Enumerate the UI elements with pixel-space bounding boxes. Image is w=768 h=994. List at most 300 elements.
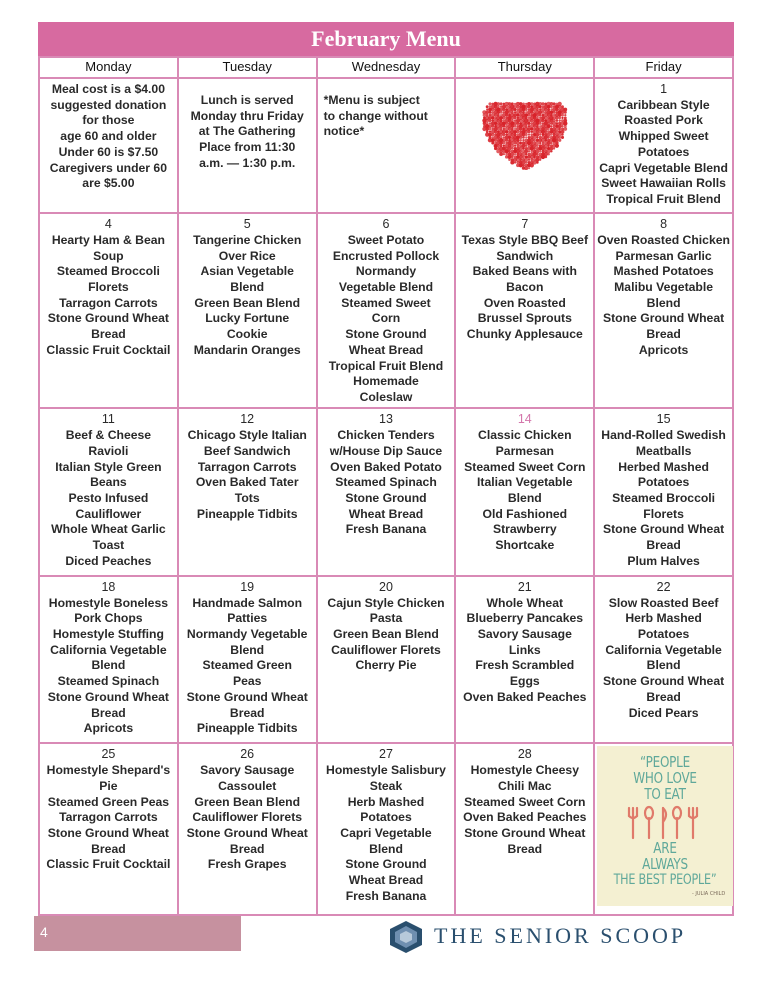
- note-line: Caregivers under 60: [49, 160, 167, 175]
- heart-dot: [524, 166, 528, 170]
- menu-item: Slow Roasted Beef: [608, 595, 719, 610]
- menu-item: w/House Dip Sauce: [329, 443, 443, 458]
- heart-dot: [560, 130, 564, 134]
- menu-item: Apricots: [83, 721, 134, 736]
- menu-item: Blend: [646, 295, 681, 310]
- heart-dot: [510, 125, 514, 129]
- meal-cost-note: [39, 78, 178, 213]
- heart-dot: [525, 133, 528, 136]
- heart-dot: [496, 119, 500, 123]
- menu-item: Peas: [232, 674, 262, 689]
- menu-item: Mashed Potatoes: [613, 264, 714, 279]
- heart-dot: [550, 142, 552, 144]
- heart-dot: [533, 125, 536, 128]
- menu-item: California Vegetable: [50, 642, 167, 657]
- heart-dot: [527, 105, 530, 108]
- heart-dot: [533, 108, 536, 111]
- menu-item: Beans: [90, 475, 127, 490]
- heart-dot: [525, 103, 527, 105]
- note-line: Place from 11:30: [199, 140, 296, 155]
- heart-dot: [555, 139, 558, 142]
- menu-item: Oven Baked Peaches: [463, 810, 587, 825]
- heart-dot: [555, 117, 558, 120]
- note-line: at The Gathering: [198, 124, 296, 139]
- heart-dot: [544, 139, 547, 142]
- menu-item: Capri Vegetable Blend: [599, 160, 728, 175]
- menu-item: Chicago Style Italian: [187, 428, 307, 443]
- heart-dot: [558, 139, 561, 142]
- day-cell: [178, 408, 317, 576]
- menu-item: Homestyle Shepard's: [46, 763, 171, 778]
- heart-dot: [541, 119, 544, 122]
- menu-item: Potatoes: [637, 475, 690, 490]
- heart-dot: [488, 103, 491, 106]
- heart-dot: [522, 139, 524, 141]
- menu-item: Pork Chops: [74, 611, 143, 626]
- note-line: a.m. — 1:30 p.m.: [199, 155, 296, 170]
- menu-item: Cauliflower Florets: [192, 810, 303, 825]
- menu-item: Blend: [230, 280, 265, 295]
- day-number: 21: [517, 579, 532, 594]
- menu-item: Classic Chicken: [478, 428, 572, 443]
- heart-dot: [516, 122, 519, 125]
- menu-item: Steamed Sweet: [341, 295, 431, 310]
- heart-dot: [508, 111, 511, 114]
- heart-dot: [533, 147, 536, 150]
- heart-dot: [499, 152, 503, 156]
- menu-item: Stone Ground: [345, 327, 427, 342]
- day-number: 12: [240, 412, 255, 427]
- menu-item: Oven Roasted Chicken: [597, 232, 730, 247]
- heart-dot: [519, 159, 522, 162]
- day-number: 18: [101, 579, 116, 594]
- heart-dot: [502, 117, 505, 120]
- quote-line: TO EAT: [644, 785, 686, 804]
- menu-item: Fresh Scrambled: [475, 658, 575, 673]
- menu-item: Tropical Fruit Blend: [328, 358, 444, 373]
- heart-dot: [555, 120, 558, 123]
- quote-line: WHO LOVE: [633, 769, 697, 788]
- heart-dot: [482, 122, 485, 125]
- heart-dot: [505, 153, 508, 156]
- heart-dot: [505, 114, 508, 117]
- heart-dot: [514, 153, 516, 155]
- heart-dot: [538, 105, 541, 108]
- heart-dot: [507, 155, 511, 159]
- menu-item: Cookie: [226, 327, 268, 342]
- heart-dot: [527, 122, 530, 125]
- header-friday: Friday: [594, 57, 733, 78]
- heart-dot: [496, 136, 499, 139]
- heart-dot: [516, 130, 519, 133]
- menu-item: Herb Mashed: [625, 611, 702, 626]
- menu-item: Pie: [99, 778, 118, 793]
- heart-dot: [533, 139, 536, 142]
- menu-item: Plum Halves: [627, 553, 700, 568]
- day-number: 1: [660, 82, 668, 96]
- day-cell: [39, 213, 178, 408]
- week-row: [39, 408, 733, 576]
- heart-dot: [496, 102, 500, 106]
- heart-dot: [528, 125, 530, 127]
- menu-item: Green Bean Blend: [194, 295, 301, 310]
- heart-dot: [503, 128, 505, 130]
- page-title: February Menu: [38, 22, 734, 56]
- heart-dot: [514, 162, 516, 164]
- heart-dot: [522, 136, 525, 139]
- heart-dot: [491, 117, 494, 120]
- heart-dot: [508, 136, 511, 139]
- menu-item: Pesto Infused: [68, 490, 149, 505]
- note-line: for those: [82, 113, 135, 128]
- heart-dot: [564, 114, 566, 116]
- menu-item: Bread: [91, 841, 126, 856]
- day-cell: [39, 408, 178, 576]
- heart-dot: [528, 167, 530, 169]
- menu-item: Potatoes: [637, 144, 690, 159]
- day-number: 8: [660, 217, 668, 232]
- menu-item: Italian Vegetable: [477, 475, 573, 490]
- brand-logo: [384, 918, 734, 954]
- menu-item: Steamed Green: [202, 658, 292, 673]
- menu-item: Cassoulet: [218, 778, 277, 793]
- day-number: 22: [656, 579, 671, 594]
- heart-dot: [550, 125, 552, 127]
- note-line: Lunch is served: [200, 93, 294, 107]
- menu-item: Coleslaw: [359, 389, 413, 404]
- menu-item: Homestyle Boneless: [48, 595, 168, 610]
- heart-dot: [549, 147, 553, 151]
- heart-dot: [541, 133, 544, 136]
- menu-item: Green Bean Blend: [333, 627, 439, 642]
- menu-item: Bread: [229, 705, 265, 720]
- heart-dot: [538, 122, 541, 125]
- heart-dot: [482, 114, 485, 117]
- heart-dot: [496, 111, 500, 115]
- menu-item: Normandy Vegetable: [186, 627, 308, 642]
- heart-dot: [530, 142, 533, 145]
- menu-item: Meatballs: [635, 443, 692, 458]
- heart-dot: [510, 161, 514, 165]
- day-cell: [317, 743, 456, 915]
- menu-item: Blend: [230, 642, 265, 657]
- menu-item: Oven Baked Peaches: [463, 689, 587, 704]
- heart-dot: [525, 153, 527, 155]
- menu-item: Handmade Salmon: [192, 595, 303, 610]
- menu-item: Beef & Cheese: [65, 428, 152, 443]
- menu-item: Wheat Bread: [348, 342, 424, 357]
- heart-dot: [544, 116, 547, 119]
- menu-item: Hand-Rolled Swedish: [601, 428, 726, 443]
- heart-dot: [519, 111, 522, 114]
- menu-item: Steamed Sweet Corn: [464, 459, 586, 474]
- header-tuesday: Tuesday: [178, 57, 317, 78]
- heart-dot: [502, 142, 505, 145]
- quote-poster: [597, 746, 733, 906]
- heart-dot: [513, 117, 516, 120]
- header-wednesday: Wednesday: [317, 57, 456, 78]
- menu-item: Blueberry Pancakes: [466, 611, 584, 626]
- lunch-hours-note: [178, 78, 317, 213]
- menu-item: Stone Ground: [345, 490, 427, 505]
- heart-dot: [519, 150, 522, 153]
- menu-item: Bread: [507, 841, 543, 856]
- heart-dot: [558, 117, 561, 120]
- menu-item: Baked Beans with: [472, 264, 577, 279]
- menu-item: California Vegetable: [605, 642, 722, 657]
- menu-item: Green Bean Blend: [194, 794, 301, 809]
- heart-dot: [499, 111, 502, 114]
- day-number: 13: [379, 412, 393, 427]
- menu-item: Texas Style BBQ Beef: [461, 232, 589, 247]
- note-line: suggested donation: [50, 97, 167, 112]
- heart-dot: [503, 153, 505, 155]
- heart-dot: [505, 105, 508, 108]
- heart-dot: [511, 156, 513, 158]
- heart-dot: [563, 127, 567, 131]
- heart-dot: [519, 139, 522, 142]
- heart-dot: [491, 142, 494, 145]
- heart-dot: [486, 105, 489, 108]
- day-cell-highlighted: [455, 408, 594, 576]
- menu-item: Wheat Bread: [348, 506, 424, 521]
- heart-dot: [503, 137, 505, 139]
- heart-dot: [494, 122, 497, 125]
- day-number: 15: [656, 412, 671, 427]
- heart-dot: [499, 103, 502, 106]
- heart-dot: [530, 134, 533, 137]
- day-cell: [594, 576, 733, 744]
- page-number: 4: [40, 924, 48, 940]
- menu-item: Parmesan: [495, 443, 554, 458]
- heart-dot: [561, 134, 563, 136]
- heart-dot: [514, 145, 516, 147]
- note-line: notice*: [323, 124, 365, 139]
- heart-dot: [539, 109, 541, 111]
- heart-dot: [535, 114, 539, 118]
- heart-dot: [508, 128, 511, 131]
- menu-item: Capri Vegetable: [340, 825, 432, 840]
- heart-dot: [508, 150, 511, 153]
- heart-dot: [564, 111, 567, 114]
- week-row: [39, 213, 733, 408]
- day-number: 19: [240, 579, 255, 594]
- menu-item: Savory Sausage: [200, 763, 295, 778]
- heart-dot: [488, 128, 491, 131]
- heart-dot: [494, 130, 497, 133]
- heart-dot: [513, 125, 516, 128]
- heart-dot: [558, 128, 561, 131]
- menu-item: Steamed Broccoli: [612, 490, 716, 505]
- weekday-header-row: [39, 57, 733, 78]
- menu-item: Brussel Sprouts: [477, 311, 572, 326]
- menu-item: Stone Ground Wheat: [464, 825, 586, 840]
- brand-name: THE SENIOR SCOOP: [434, 923, 687, 948]
- menu-item: Potatoes: [360, 810, 412, 825]
- heart-dot: [544, 147, 547, 150]
- heart-dot: [513, 108, 516, 111]
- heart-dot: [516, 114, 519, 117]
- heart-dot: [516, 105, 519, 108]
- menu-item: Homestyle Salisbury: [326, 763, 446, 778]
- menu-item: Old Fashioned: [482, 506, 568, 521]
- heart-dot: [491, 108, 494, 111]
- heart-dot: [544, 108, 547, 111]
- menu-item: Classic Fruit Cocktail: [46, 342, 171, 357]
- heart-dot: [489, 131, 491, 133]
- menu-item: Lucky Fortune: [205, 311, 290, 326]
- heart-dot: [544, 156, 547, 159]
- menu-item: Sweet Potato: [347, 232, 425, 247]
- heart-dot: [519, 136, 522, 139]
- menu-item: Blend: [369, 841, 403, 856]
- heart-dot: [519, 102, 522, 105]
- note-line: are $5.00: [82, 176, 135, 191]
- heart-dot: [536, 153, 538, 155]
- heart-dot: [525, 145, 527, 147]
- heart-dot: [502, 108, 505, 111]
- menu-item: Malibu Vegetable: [614, 280, 714, 295]
- menu-item: Chicken Tenders: [337, 428, 435, 443]
- heart-dot: [519, 119, 522, 122]
- heart-dot: [525, 137, 527, 139]
- heart-dot: [519, 142, 522, 145]
- heart-dot: [494, 105, 497, 108]
- menu-item: Blend: [507, 490, 542, 505]
- heart-dot: [558, 105, 561, 108]
- heart-dot: [539, 142, 541, 144]
- menu-item: Steamed Sweet Corn: [464, 794, 586, 809]
- heart-dot: [552, 103, 555, 106]
- heart-dot: [522, 164, 525, 167]
- menu-item: Ravioli: [88, 443, 129, 458]
- heart-dot: [510, 116, 514, 120]
- menu-item: Links: [508, 642, 541, 657]
- quote-line: “PEOPLE: [640, 753, 691, 772]
- heart-dot: [499, 133, 503, 137]
- heart-dot: [552, 111, 555, 114]
- heart-dot: [536, 162, 539, 165]
- menu-item: Diced Pears: [628, 705, 699, 720]
- heart-dot: [508, 159, 511, 162]
- menu-item: Apricots: [638, 342, 689, 357]
- menu-item: Bread: [646, 327, 681, 342]
- menu-item: Homestyle Stuffing: [52, 627, 164, 642]
- menu-item: Mandarin Oranges: [193, 342, 301, 357]
- heart-dot: [546, 125, 550, 129]
- menu-item: Stone Ground Wheat: [602, 522, 725, 537]
- heart-dot: [530, 128, 533, 131]
- cutlery-icon: [625, 804, 705, 840]
- menu-item: Florets: [88, 280, 129, 295]
- menu-item: Tarragon Carrots: [59, 810, 158, 825]
- heart-dot: [503, 145, 505, 147]
- menu-item: Chunky Applesauce: [466, 327, 583, 342]
- menu-item: Pineapple Tidbits: [196, 506, 298, 521]
- heart-dot: [525, 162, 527, 164]
- day-number: 20: [379, 579, 393, 594]
- day-cell: [39, 743, 178, 915]
- note-line: age 60 and older: [60, 129, 157, 144]
- heart-dot: [541, 111, 544, 114]
- heart-dot: [510, 133, 514, 137]
- menu-item: Wheat Bread: [348, 873, 424, 888]
- heart-dot: [505, 130, 508, 133]
- menu-item: Fresh Grapes: [207, 857, 287, 872]
- menu-item: Cherry Pie: [355, 658, 417, 673]
- menu-item: Stone Ground Wheat: [602, 311, 725, 326]
- heart-dot: [536, 145, 538, 147]
- heart-dot: [555, 122, 558, 125]
- quote-cell: [594, 743, 733, 915]
- heart-dot: [485, 127, 489, 131]
- day-number: 11: [101, 412, 115, 427]
- heart-dot: [505, 139, 508, 142]
- menu-change-note: [317, 78, 456, 213]
- heart-dot: [522, 148, 525, 151]
- heart-dot: [539, 150, 541, 152]
- heart-dot: [496, 128, 499, 131]
- heart-dot: [550, 150, 552, 152]
- quote-author: - JULIA CHILD: [692, 890, 726, 897]
- menu-item: Roasted Pork: [624, 113, 703, 128]
- menu-item: Florets: [643, 506, 684, 521]
- heart-dot: [561, 125, 563, 127]
- menu-item: Steamed Broccoli: [56, 264, 160, 279]
- heart-dot: [528, 134, 530, 136]
- week-row: [39, 78, 733, 213]
- heart-dot: [491, 125, 494, 128]
- menu-item: Oven Baked Potato: [330, 459, 442, 474]
- heart-dot: [539, 117, 541, 119]
- heart-dot: [535, 122, 539, 126]
- day-number: 5: [243, 217, 251, 232]
- header-monday: Monday: [39, 57, 178, 78]
- quote-line: ARE: [653, 839, 677, 858]
- day-cell: [455, 576, 594, 744]
- day-number: 6: [382, 217, 390, 232]
- day-cell: [594, 78, 733, 213]
- heart-dot: [529, 163, 533, 167]
- heart-dot: [514, 120, 516, 122]
- note-line: to change without: [323, 108, 428, 123]
- heart-dot: [518, 163, 522, 167]
- menu-item: Asian Vegetable: [200, 264, 294, 279]
- heart-dot: [561, 117, 563, 119]
- menu-item: Sandwich: [496, 248, 554, 263]
- heart-dot: [519, 128, 522, 131]
- menu-calendar: [38, 56, 734, 916]
- day-cell: [594, 213, 733, 408]
- menu-item: Cauliflower: [75, 506, 142, 521]
- menu-item: Soup: [93, 248, 124, 263]
- heart-dot: [547, 145, 550, 148]
- heart-dot: [533, 156, 536, 159]
- heart-dot: [522, 156, 525, 159]
- menu-item: Homestyle Cheesy: [470, 763, 579, 778]
- heart-dot: [494, 147, 497, 150]
- menu-item: Strawberry: [492, 522, 557, 537]
- heart-dot: [496, 144, 499, 147]
- day-number: 28: [517, 747, 532, 762]
- day-cell: [594, 408, 733, 576]
- heart-dot: [550, 105, 553, 108]
- heart-dot: [514, 111, 516, 113]
- menu-item: Bread: [91, 705, 126, 720]
- day-number: 26: [240, 747, 255, 762]
- day-cell: [178, 213, 317, 408]
- menu-item: Stone Ground Wheat: [47, 825, 169, 840]
